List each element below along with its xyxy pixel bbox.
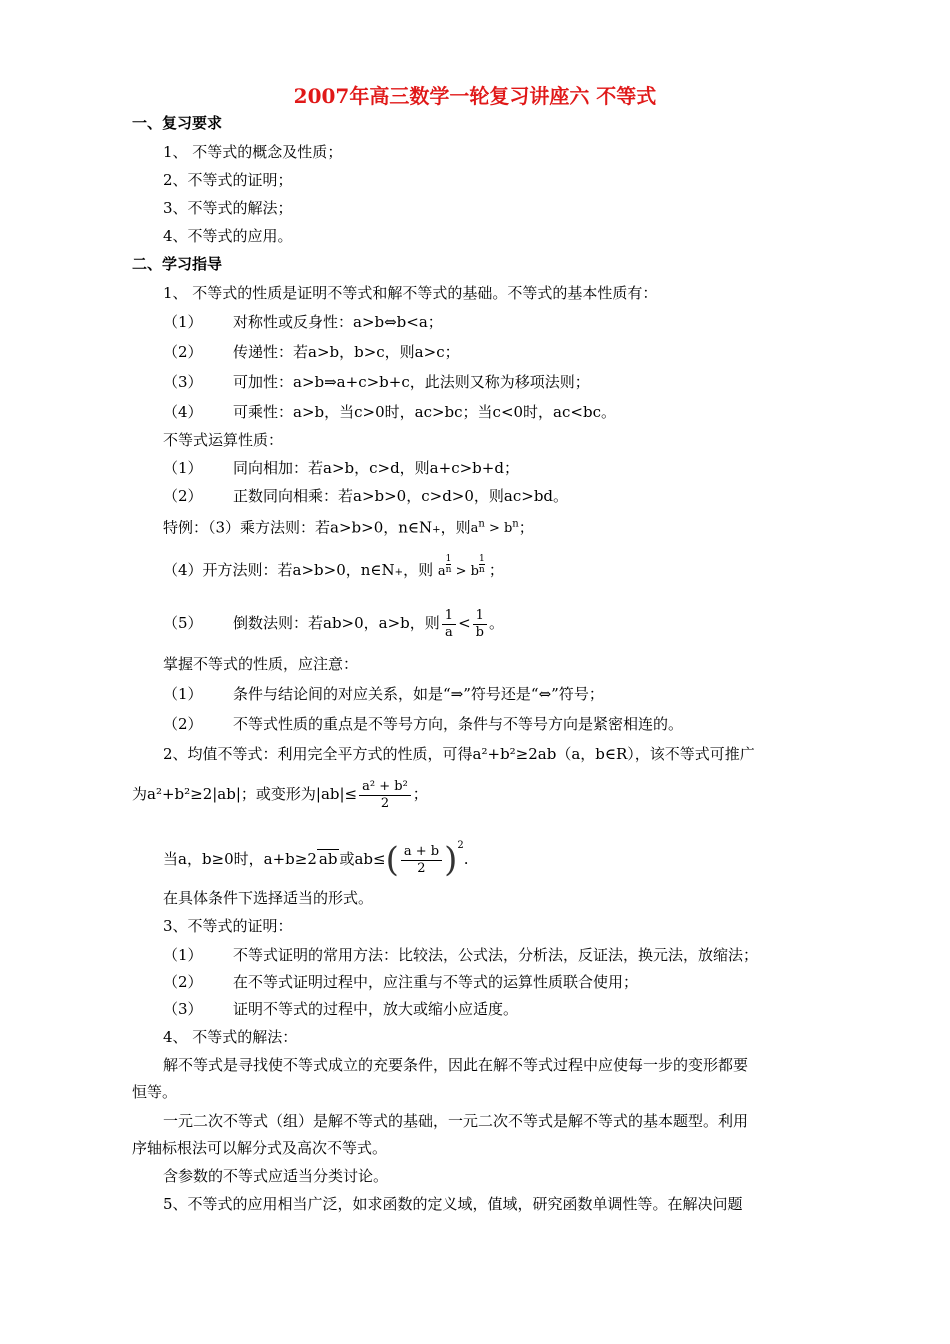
page-title: 2007年高三数学一轮复习讲座六 不等式	[293, 84, 657, 108]
item-text: 对称性或反身性：a>b⇔b<a；	[233, 313, 443, 331]
paragraph: 序轴标根法可以解分式及高次不等式。	[132, 1139, 388, 1157]
property-row	[163, 372, 590, 392]
section2-heading: 二、学习指导	[132, 255, 223, 273]
property-row	[163, 342, 460, 362]
paragraph: 当a，b≥0时，a+b≥2 ab 或ab≤( $\frac{a + b}{2}$ )$^2$.	[163, 840, 469, 880]
square-root: ab	[318, 850, 338, 868]
property-row	[163, 312, 443, 332]
paragraph: 5、不等式的应用相当广泛，如求函数的定义域，值域，研究函数单调性等。在解决问题	[163, 1195, 743, 1213]
property-row	[163, 458, 519, 478]
item-text: 传递性：若a>b，b>c，则a>c；	[233, 343, 460, 361]
reciprocal-rule-row: （5） 倒数法则：若ab>0，a>b，则 $\frac{1}{a}$ < $\frac{1}{b}$ 。	[163, 607, 504, 640]
property-row	[163, 402, 616, 422]
property-row	[163, 486, 568, 506]
paragraph: 1、 不等式的性质是证明不等式和解不等式的基础。不等式的基本性质有：	[163, 284, 658, 302]
list-item: 3、不等式的解法；	[163, 199, 293, 217]
paragraph: 含参数的不等式应适当分类讨论。	[163, 1167, 389, 1185]
paragraph: 在具体条件下选择适当的形式。	[163, 889, 374, 907]
item-text: 可加性：a>b⇒a+c>b+c，此法则又称为移项法则；	[233, 373, 590, 391]
paragraph: 2、均值不等式：利用完全平方式的性质，可得a²+b²≥2ab（a，b∈R），该不等式可推广	[163, 745, 755, 763]
fraction: $\frac{1}{b}$	[473, 608, 487, 641]
paragraph: 一元二次不等式（组）是解不等式的基础，一元二次不等式是解不等式的基本题型。利用	[163, 1112, 749, 1130]
subheading: 不等式运算性质：	[163, 431, 284, 449]
formula: a $\frac{1}{n}$ > b $\frac{1}{n}$	[437, 554, 485, 579]
note-row: （1） 条件与结论间的对应关系，如是“⇒”符号还是“⇔”符号；	[163, 685, 604, 703]
item-number: （4）	[163, 403, 203, 421]
list-item: （1） 不等式证明的常用方法：比较法，公式法，分析法，反证法，换元法，放缩法；	[163, 946, 759, 964]
subheading: 3、不等式的证明：	[163, 917, 293, 935]
paragraph: 为a²+b²≥2|ab|；或变形为|ab|≤ $\frac{\text{a² + b²}}{2}$ ；	[132, 778, 428, 811]
item-number: （3）	[163, 373, 203, 391]
item-number: （2）	[163, 343, 203, 361]
item-number: （1）	[163, 313, 203, 331]
item-number: （1）	[163, 459, 203, 477]
list-item: （2） 在不等式证明过程中，应注重与不等式的运算性质联合使用；	[163, 973, 639, 991]
item-number: （2）	[163, 487, 203, 505]
list-item: 2、不等式的证明；	[163, 171, 293, 189]
item-text: 正数同向相乘：若a>b>0，c>d>0，则ac>bd。	[233, 487, 569, 505]
list-item: （3） 证明不等式的过程中，放大或缩小应适度。	[163, 1000, 519, 1018]
root-rule-row: （4）开方法则：若a>b>0，n∈N+，则 a $\frac{1}{n}$ > b $\frac{1}{n}$ ；	[163, 554, 504, 579]
fraction: $\frac{\text{a² + b²}}{2}$	[359, 779, 411, 812]
note-row: （2） 不等式性质的重点是不等号方向，条件与不等号方向是紧密相连的。	[163, 715, 684, 733]
formula: $a^n > b^n$	[470, 519, 519, 537]
paragraph: 恒等。	[132, 1083, 178, 1101]
subheading: 掌握不等式的性质，应注意：	[163, 655, 359, 673]
section1-heading: 一、复习要求	[132, 114, 223, 132]
item-text: 可乘性：a>b，当c>0时，ac>bc；当c<0时，ac<bc。	[233, 403, 616, 421]
special-case-row: 特例：（3）乘方法则：若a>b>0，n∈N+，则$a^n > b^n$；	[163, 518, 534, 537]
list-item: 4、不等式的应用。	[163, 227, 293, 245]
item-text: 同向相加：若a>b，c>d，则a+c>b+d；	[233, 459, 519, 477]
subheading: 4、 不等式的解法：	[163, 1028, 298, 1046]
fraction: $\frac{a + b}{2}$	[401, 844, 442, 877]
list-item: 1、 不等式的概念及性质；	[163, 143, 343, 161]
paragraph: 解不等式是寻找使不等式成立的充要条件，因此在解不等式过程中应使每一步的变形都要	[163, 1056, 749, 1074]
fraction: $\frac{1}{a}$	[442, 608, 456, 641]
